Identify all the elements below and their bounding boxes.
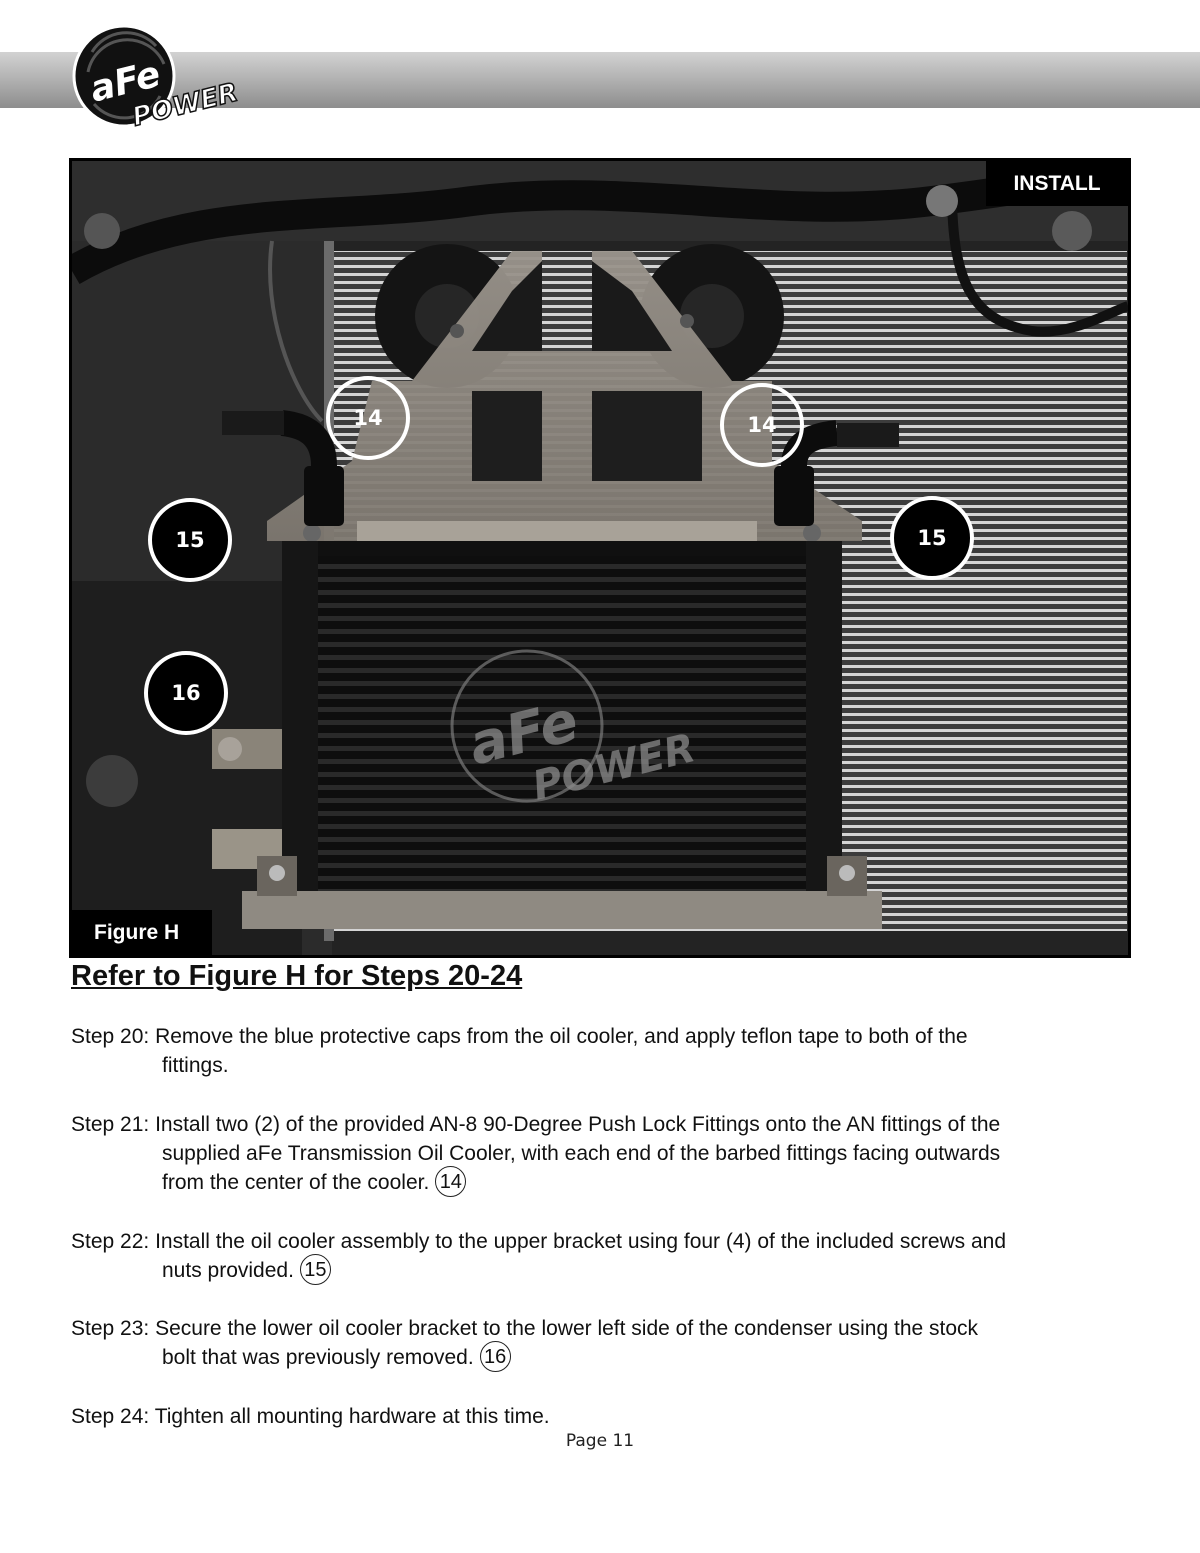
step-label: Step 21: — [71, 1113, 150, 1136]
step-text: Install the oil cooler assembly to the upper bracket using four (4) of the included screws and — [155, 1230, 1007, 1253]
step-text-continuation: from the center of the cooler. — [162, 1171, 430, 1194]
cooler-logo-bottom: POWER — [528, 725, 700, 810]
figure-h-photo — [69, 158, 1131, 958]
step-label: Step 22: — [71, 1230, 150, 1253]
afe-power-logo — [72, 22, 244, 134]
step-text: Tighten all mounting hardware at this time. — [154, 1405, 550, 1428]
callout-14-left: 14 — [326, 376, 410, 460]
logo-text-bottom: POWER — [129, 77, 242, 133]
engine-bay-illustration — [72, 161, 1128, 955]
page-number: Page 11 — [565, 1431, 635, 1451]
reference-callout-16: 16 — [480, 1341, 511, 1372]
callout-14-right: 14 — [720, 383, 804, 467]
step-20 — [71, 1022, 1131, 1080]
section-title: Refer to Figure H for Steps 20-24 — [71, 960, 523, 992]
step-label: Step 23: — [71, 1317, 150, 1340]
callout-15-left: 15 — [148, 498, 232, 582]
cooler-logo-top: aFe — [462, 688, 585, 779]
reference-callout-15: 15 — [300, 1254, 331, 1285]
callout-16: 16 — [144, 651, 228, 735]
step-24 — [71, 1402, 1131, 1431]
figure-label: Figure H — [72, 910, 212, 955]
step-22 — [71, 1227, 1131, 1285]
step-21 — [71, 1110, 1131, 1197]
install-tag: INSTALL — [986, 161, 1128, 206]
reference-callout-14: 14 — [435, 1166, 466, 1197]
step-text-continuation: fittings. — [162, 1054, 229, 1077]
step-text: Install two (2) of the provided AN-8 90-Degree Push Lock Fittings onto the AN fittings of the — [155, 1113, 1001, 1136]
step-label: Step 20: — [71, 1025, 150, 1048]
logo-text-top: aFe — [86, 53, 165, 111]
step-text-continuation: nuts provided. — [162, 1259, 294, 1282]
step-text-continuation: bolt that was previously removed. — [162, 1346, 474, 1369]
step-text-continuation: supplied aFe Transmission Oil Cooler, with each end of the barbed fittings facing outwards — [162, 1142, 1001, 1165]
step-text: Remove the blue protective caps from the oil cooler, and apply teflon tape to both of the — [155, 1025, 968, 1048]
callout-15-right: 15 — [890, 496, 974, 580]
step-text: Secure the lower oil cooler bracket to the lower left side of the condenser using the stock — [155, 1317, 979, 1340]
step-23 — [71, 1314, 1131, 1372]
step-label: Step 24: — [71, 1405, 150, 1428]
